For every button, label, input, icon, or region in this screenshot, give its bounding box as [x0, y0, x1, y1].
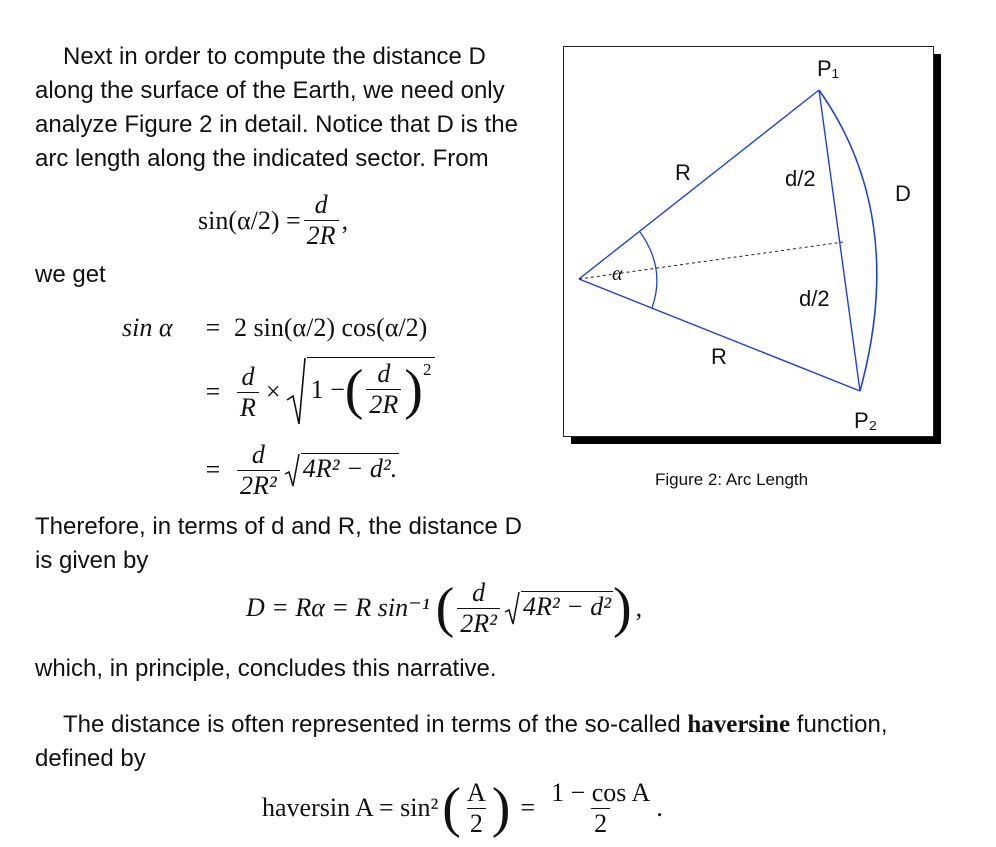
sqrt-symbol-3	[503, 590, 613, 626]
eq4-inner-num: A	[466, 777, 486, 807]
eq4-paren-open: (	[442, 777, 461, 839]
eq4-trail: .	[656, 793, 663, 822]
haversine-term: haversine	[687, 711, 791, 738]
paragraph-3	[35, 708, 965, 776]
eq2-row2-num: d	[241, 361, 255, 391]
eq2-row1: 2 sin(α/2) cos(α/2)	[234, 313, 428, 342]
eq2-eq1: =	[205, 313, 221, 342]
figure-2	[563, 46, 933, 438]
p3-line2: defined by	[35, 745, 146, 772]
label-d2-top: d/2	[785, 166, 816, 191]
equation-sin-alpha-row1	[122, 310, 427, 346]
eq3-paren-close: )	[613, 577, 632, 639]
equation-haversine	[262, 772, 663, 844]
paragraph-1	[35, 40, 550, 176]
equation-distance	[246, 572, 642, 644]
eq2-eq3: =	[205, 455, 221, 484]
eq1-fraction	[304, 190, 339, 251]
eq2-row2-den: R	[237, 392, 259, 423]
sqrt-symbol-1	[285, 356, 436, 428]
label-r-bottom: R	[711, 344, 727, 369]
p3-line1-pre: The distance is often represented in terms of the so-called	[63, 711, 688, 738]
eq2-eq2: =	[205, 377, 221, 406]
eq1-trail: ,	[341, 205, 349, 235]
label-r-top: R	[675, 160, 691, 185]
eq4-lhs: haversin A = sin²	[262, 793, 439, 822]
label-alpha: α	[612, 263, 623, 285]
p1-line4: arc length along the indicated sector. From	[35, 145, 489, 172]
eq2-row3-num: d	[251, 439, 265, 469]
eq3-frac	[457, 578, 500, 639]
eq3-lhs: D = Rα = R sin⁻¹	[246, 593, 430, 622]
eq2-row2-frac	[237, 362, 259, 423]
eq4-den: 2	[591, 808, 610, 839]
paragraph-2	[35, 510, 545, 578]
equation-sin-alpha-row3	[192, 438, 399, 502]
eq2-one-minus: 1 −	[310, 374, 345, 404]
eq3-num: d	[472, 577, 486, 607]
eq2-times: ×	[265, 377, 281, 406]
equation-sin-half-alpha	[198, 190, 348, 251]
p2-line2: is given by	[35, 547, 149, 574]
p3-line1	[35, 708, 965, 742]
we-get-text: we get	[35, 261, 106, 288]
eq3-paren-open: (	[435, 577, 455, 639]
narrative-text: which, in principle, concludes this narrative.	[35, 655, 497, 682]
eq4-inner-frac	[464, 778, 489, 839]
eq2-inner-den: 2R	[366, 389, 401, 420]
paren-close: )	[404, 358, 423, 421]
eq4-num: 1 − cos A	[551, 777, 651, 807]
label-d2-bottom: d/2	[799, 286, 830, 311]
eq2-exp: 2	[422, 359, 432, 379]
equation-sin-alpha-row2	[192, 356, 435, 428]
eq2-inner-num: d	[377, 359, 391, 388]
p1-line1: Next in order to compute the distance D	[63, 43, 486, 70]
eq1-lhs: sin(α/2) =	[198, 205, 301, 235]
eq1-num: d	[314, 190, 328, 219]
eq4-frac	[548, 778, 653, 839]
radical-sign-small	[283, 452, 301, 488]
p3-line1-post: function,	[790, 711, 888, 738]
eq2-lhs: sin α	[122, 313, 173, 342]
eq2-row3-frac	[237, 440, 280, 501]
figure-frame	[564, 47, 934, 437]
p2-line1: Therefore, in terms of d and R, the distance D	[35, 513, 522, 540]
eq3-rad: 4R² − d²	[522, 591, 612, 621]
label-p1: P₁	[817, 56, 840, 81]
eq3-trail: ,	[635, 593, 643, 622]
p1-line3: analyze Figure 2 in detail. Notice that D is the	[35, 111, 518, 138]
eq2-row3-den: 2R²	[237, 470, 280, 501]
eq3-den: 2R²	[457, 608, 500, 639]
label-p2: P₂	[854, 408, 878, 433]
eq4-eq: =	[520, 793, 536, 822]
sqrt-body-1	[307, 357, 436, 422]
eq2-row3-rad: 4R² − d².	[302, 453, 398, 483]
arc-length-diagram	[563, 46, 943, 446]
eq4-inner-den: 2	[467, 808, 486, 839]
figure-caption: Figure 2: Arc Length	[655, 470, 809, 489]
eq2-inner-frac	[366, 359, 401, 420]
label-D: D	[895, 181, 911, 206]
p1-line2: along the surface of the Earth, we need only	[35, 77, 505, 104]
eq4-paren-close: )	[491, 777, 511, 839]
sqrt-symbol-2	[283, 452, 400, 488]
radical-sign-eq3	[503, 590, 521, 626]
paren-open: (	[344, 358, 364, 421]
radical-sign-large	[285, 356, 307, 428]
eq1-den: 2R	[304, 220, 339, 251]
